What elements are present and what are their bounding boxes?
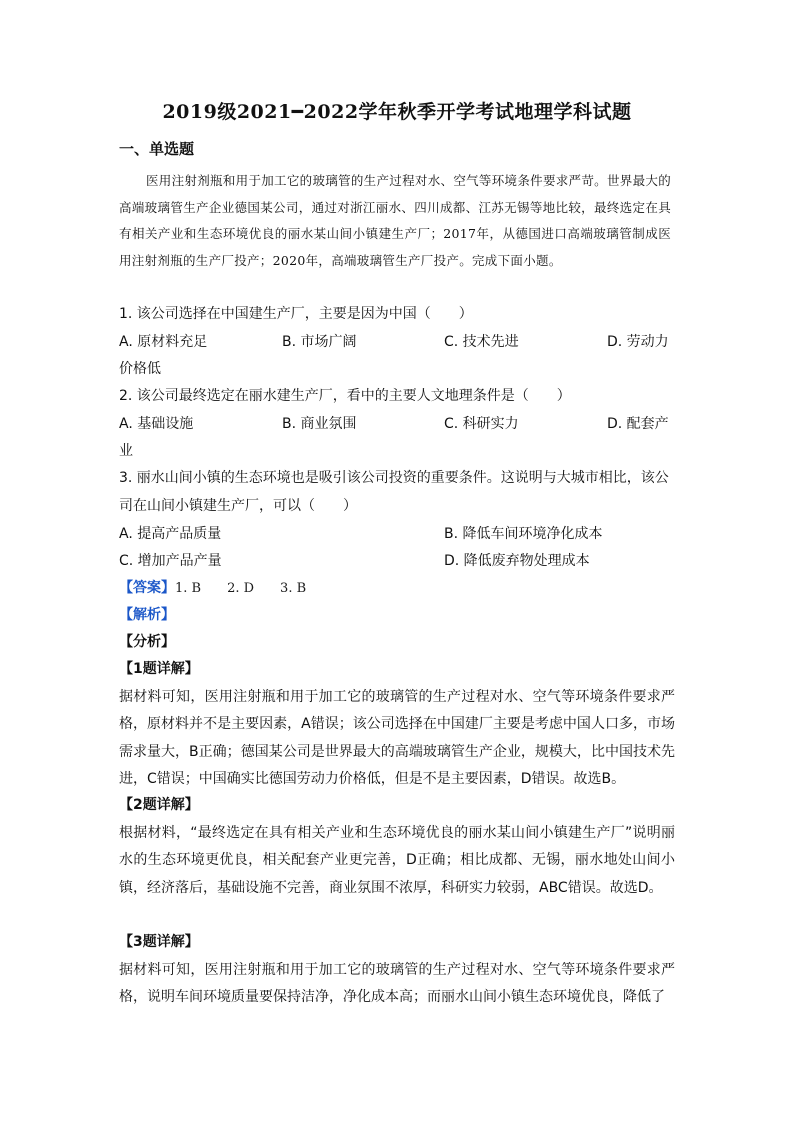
detail-3-heading: 【3题详解】 — [119, 934, 199, 950]
q1-option-d: D. 劳动力 — [607, 334, 669, 350]
detail-2-heading: 【2题详解】 — [119, 797, 199, 813]
section-heading: 一、单选题 — [119, 140, 195, 158]
detail-2-text: 根据材料，“最终选定在具有相关产业和生态环境优良的丽水某山间小镇建生产厂”说明丽水的生态环境更优良，相关配套产业更完善，D正确；相比成都、无锡，丽水地处山间小镇，经济落后，基础设施不完善，商业氛围不浓厚，科研实力较弱，ABC错误。故选D。 — [119, 825, 675, 896]
detail-3-text: 据材料可知，医用注射瓶和用于加工它的玻璃管的生产过程对水、空气等环境条件要求严格，说明车间环境质量要保持洁净，净化成本高；而丽水山间小镇生态环境优良，降低了 — [119, 962, 675, 1006]
question-3-stem-line2: 司在山间小镇建生产厂，可以（ ） — [119, 498, 357, 514]
q1-option-c: C. 技术先进 — [444, 334, 519, 350]
reading-passage: 医用注射剂瓶和用于加工它的玻璃管的生产过程对水、空气等环境条件要求严苛。世界最大的高端玻璃管生产企业德国某公司，通过对浙江丽水、四川成都、江苏无锡等地比较，最终选定在具有相关产业和生态环境优良的丽水某山间小镇建生产厂；2017年，从德国进口高端玻璃管制成医用注射剂瓶的生产厂投产；2020年，高端玻璃管生产厂投产。完成下面小题。 — [119, 173, 671, 268]
q3-option-b: B. 降低车间环境净化成本 — [444, 526, 603, 542]
q2-option-b: B. 商业氛围 — [282, 416, 357, 432]
q1-option-d-continued: 价格低 — [119, 361, 161, 377]
detail-1-heading: 【1题详解】 — [119, 661, 199, 677]
answer-value: 1. B 2. D 3. B — [175, 581, 307, 596]
question-3-stem-line1: 3. 丽水山间小镇的生态环境也是吸引该公司投资的重要条件。这说明与大城市相比，该公 — [119, 470, 669, 486]
detail-1-text: 据材料可知，医用注射瓶和用于加工它的玻璃管的生产过程对水、空气等环境条件要求严格，原材料并不是主要因素，A错误；该公司选择在中国建厂主要是考虑中国人口多，市场需求量大，B正确；德国某公司是世界最大的高端玻璃管生产企业，规模大，比中国技术先进，C错误；中国确实比德国劳动力价格低，但是不是主要因素，D错误。故选B。 — [119, 689, 675, 787]
analysis-tag: 【解析】 — [119, 607, 175, 623]
q2-option-d-continued: 业 — [119, 443, 133, 459]
q1-option-b: B. 市场广阔 — [282, 334, 357, 350]
q1-option-a: A. 原材料充足 — [119, 334, 208, 350]
question-1-stem: 1. 该公司选择在中国建生产厂，主要是因为中国（ ） — [119, 306, 473, 322]
answer-tag: 【答案】 — [119, 580, 175, 596]
q3-option-c: C. 增加产品产量 — [119, 553, 222, 569]
exam-title: 2019级2021━2022学年秋季开学考试地理学科试题 — [162, 101, 632, 123]
q2-option-d: D. 配套产 — [607, 416, 669, 432]
q3-option-d: D. 降低废弃物处理成本 — [444, 553, 590, 569]
answer-line — [119, 577, 306, 597]
q2-option-a: A. 基础设施 — [119, 416, 194, 432]
q2-option-c: C. 科研实力 — [444, 416, 519, 432]
question-2-stem: 2. 该公司最终选定在丽水建生产厂，看中的主要人文地理条件是（ ） — [119, 388, 571, 404]
q3-option-a: A. 提高产品质量 — [119, 526, 222, 542]
analysis-heading: 【分析】 — [119, 634, 175, 650]
